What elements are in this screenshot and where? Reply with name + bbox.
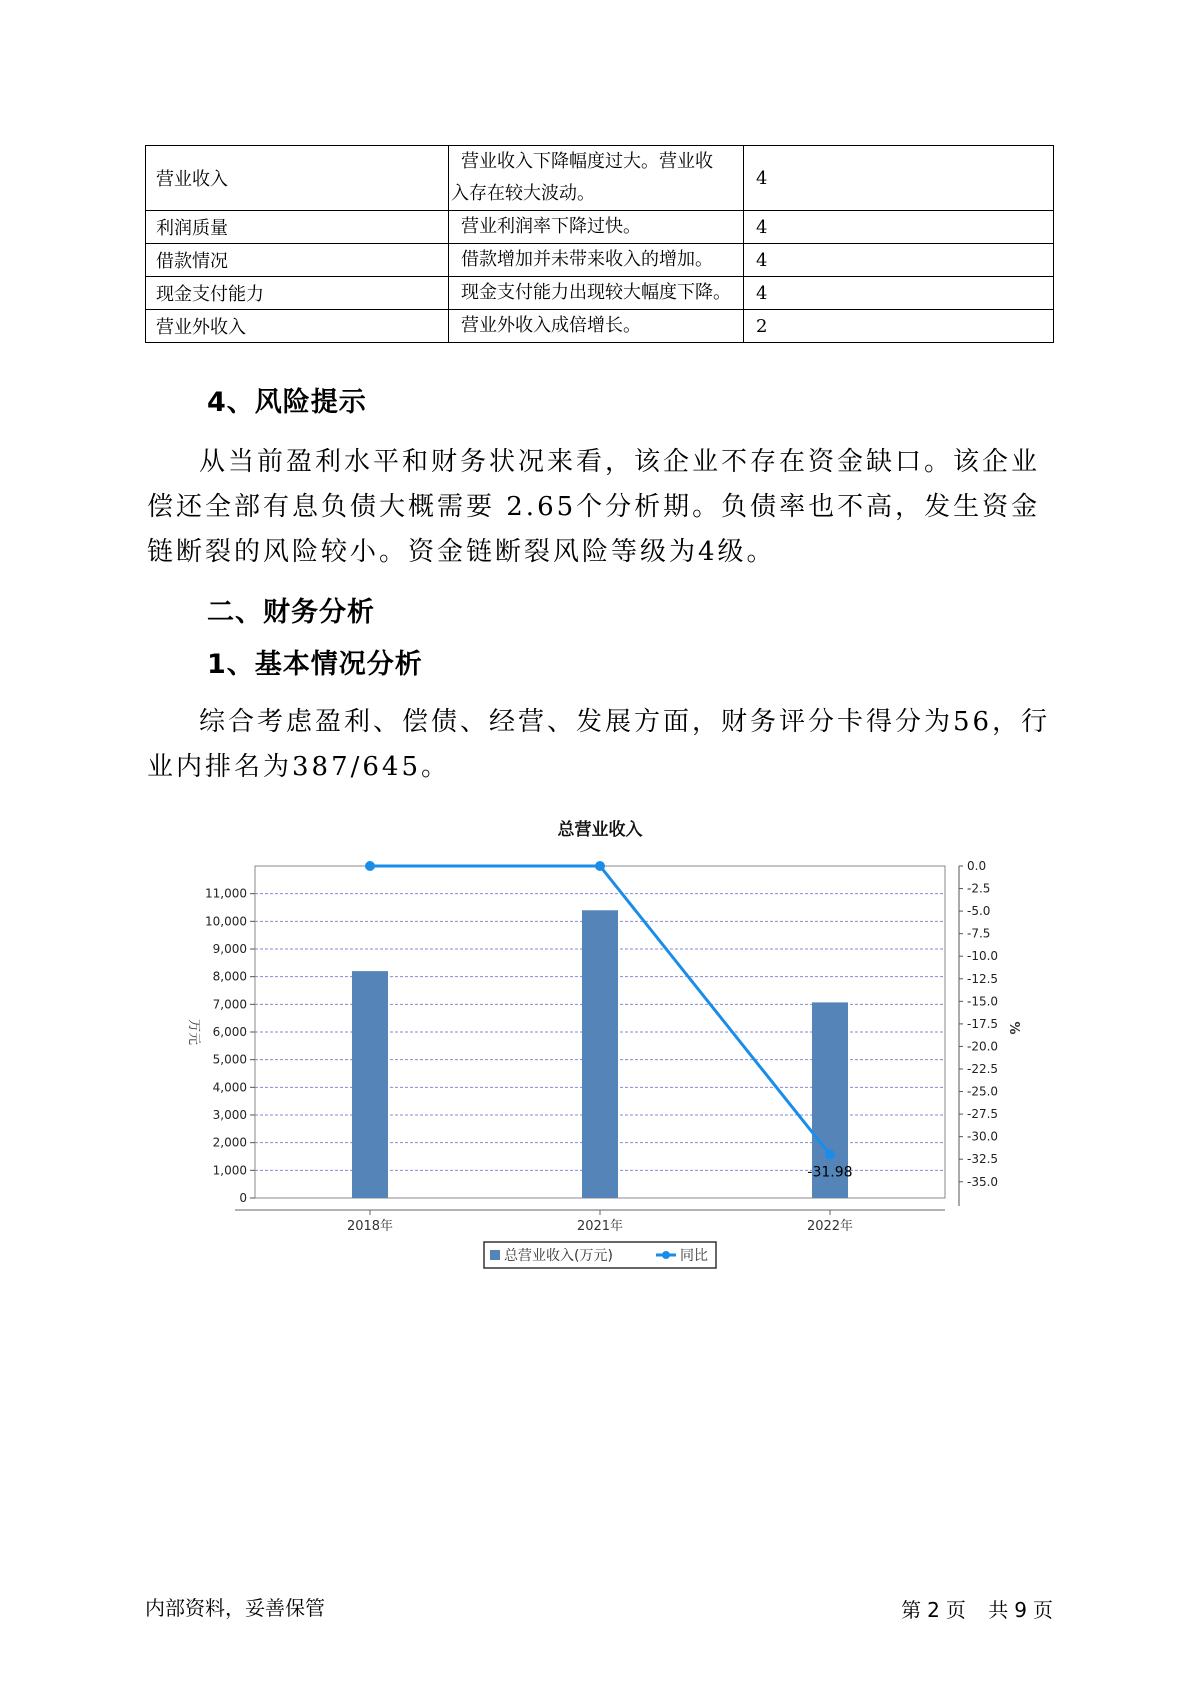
x-tick-label: 2021年 — [576, 1219, 624, 1234]
right-tick-label: -35.0 — [967, 1174, 999, 1189]
footer-page-number — [895, 1594, 1053, 1623]
left-tick-label: 9,000 — [212, 942, 247, 956]
section-heading-finance: 二、财务分析 — [207, 597, 375, 628]
table-row — [146, 244, 1054, 277]
right-tick-label: -32.5 — [967, 1152, 999, 1167]
desc-line: 营业外收入成倍增长。 — [461, 315, 641, 336]
table-row — [146, 310, 1054, 343]
total-num: 9 — [1014, 1598, 1027, 1622]
right-tick-label: -30.0 — [967, 1129, 999, 1144]
right-tick-label: -2.5 — [967, 881, 991, 896]
left-tick-label: 10,000 — [205, 914, 247, 929]
table-cell-item: 营业收入 — [146, 146, 449, 211]
paragraph-basic: 综合考虑盈利、偿债、经营、发展方面，财务评分卡得分为56，行业内排名为387/645。 — [147, 707, 1051, 782]
section-heading-risk: 4、风险提示 — [207, 387, 367, 418]
right-tick-label: -27.5 — [967, 1107, 999, 1122]
paragraph-risk: 从当前盈利水平和财务状况来看，该企业不存在资金缺口。该企业偿还全部有息负债大概需要 2.65个分析期。负债率也不高，发生资金链断裂的风险较小。资金链断裂风险等级为4级。 — [147, 447, 1041, 567]
right-tick-label: -22.5 — [967, 1061, 999, 1076]
table-cell-desc — [449, 310, 744, 343]
line-point — [365, 861, 375, 871]
page-num: 2 — [927, 1598, 940, 1622]
right-tick-label: -7.5 — [967, 926, 991, 941]
left-tick-label: 6,000 — [212, 1025, 247, 1039]
left-tick-label: 7,000 — [212, 997, 247, 1012]
right-axis — [959, 859, 998, 1206]
section-heading-basic: 1、基本情况分析 — [207, 649, 423, 680]
right-tick-label: -5.0 — [967, 904, 991, 919]
risk-table — [145, 145, 1054, 343]
y-axis-label-left: 万元 — [186, 1018, 201, 1046]
table-cell-item: 利润质量 — [146, 211, 449, 244]
left-tick-label: 11,000 — [205, 886, 247, 901]
chart-legend — [484, 1242, 716, 1268]
left-tick-label: 8,000 — [212, 969, 247, 984]
x-tick-label: 2018年 — [346, 1219, 394, 1234]
legend-swatch-dot — [662, 1251, 670, 1259]
left-tick-label: 2,000 — [212, 1135, 247, 1150]
right-tick-label: -15.0 — [967, 994, 999, 1009]
page-prefix: 第 — [901, 1598, 922, 1622]
bar — [352, 971, 388, 1198]
table-cell-item: 现金支付能力 — [146, 277, 449, 310]
table-cell-desc — [449, 277, 744, 310]
table-cell-level: 4 — [744, 146, 1054, 211]
x-tick-label: 2022年 — [806, 1219, 854, 1234]
table-cell-level: 4 — [744, 244, 1054, 277]
right-tick-label: -17.5 — [967, 1016, 999, 1031]
desc-line: 营业收入下降幅度过大。营业收 — [461, 151, 713, 172]
left-tick-label: 1,000 — [212, 1163, 247, 1178]
x-axis — [235, 1210, 945, 1234]
table-cell-level: 4 — [744, 277, 1054, 310]
left-tick-label: 5,000 — [212, 1052, 247, 1067]
y-axis-label-right: % — [1006, 1021, 1021, 1035]
table-cell-desc — [449, 211, 744, 244]
desc-line: 现金支付能力出现较大幅度下降。 — [461, 282, 731, 303]
legend-label-bar: 总营业收入(万元) — [504, 1248, 613, 1264]
bar — [582, 910, 618, 1198]
page-mid: 页 — [945, 1598, 966, 1622]
right-tick-label: -20.0 — [967, 1039, 999, 1054]
table-cell-item: 借款情况 — [146, 244, 449, 277]
total-prefix: 共 — [988, 1598, 1009, 1622]
right-tick-label: -25.0 — [967, 1084, 999, 1099]
legend-label-line: 同比 — [680, 1248, 708, 1264]
desc-line: 入存在较大波动。 — [451, 183, 595, 204]
data-label: -31.98 — [807, 1164, 853, 1181]
table-cell-level: 2 — [744, 310, 1054, 343]
table-row — [146, 146, 1054, 211]
left-axis — [205, 887, 255, 1205]
line-point — [595, 861, 605, 871]
line-point — [825, 1150, 835, 1160]
revenue-chart — [170, 818, 1030, 1278]
desc-line: 借款增加并未带来收入的增加。 — [461, 249, 713, 270]
table-row — [146, 277, 1054, 310]
right-tick-label: 0.0 — [967, 859, 987, 873]
right-tick-label: -12.5 — [967, 971, 999, 986]
total-suffix: 页 — [1033, 1598, 1053, 1622]
left-tick-label: 3,000 — [212, 1108, 247, 1122]
footer-confidential: 内部资料，妥善保管 — [145, 1596, 325, 1620]
chart-svg — [170, 818, 1030, 1278]
table-cell-item: 营业外收入 — [146, 310, 449, 343]
right-tick-label: -10.0 — [967, 949, 999, 964]
table-cell-level: 4 — [744, 211, 1054, 244]
left-tick-label: 0 — [239, 1191, 247, 1205]
table-cell-desc — [449, 146, 744, 211]
left-tick-label: 4,000 — [212, 1080, 247, 1095]
legend-swatch-bar — [490, 1250, 500, 1260]
table-cell-desc — [449, 244, 744, 277]
desc-line: 营业利润率下降过快。 — [461, 216, 641, 237]
table-row — [146, 211, 1054, 244]
chart-title: 总营业收入 — [557, 820, 643, 840]
